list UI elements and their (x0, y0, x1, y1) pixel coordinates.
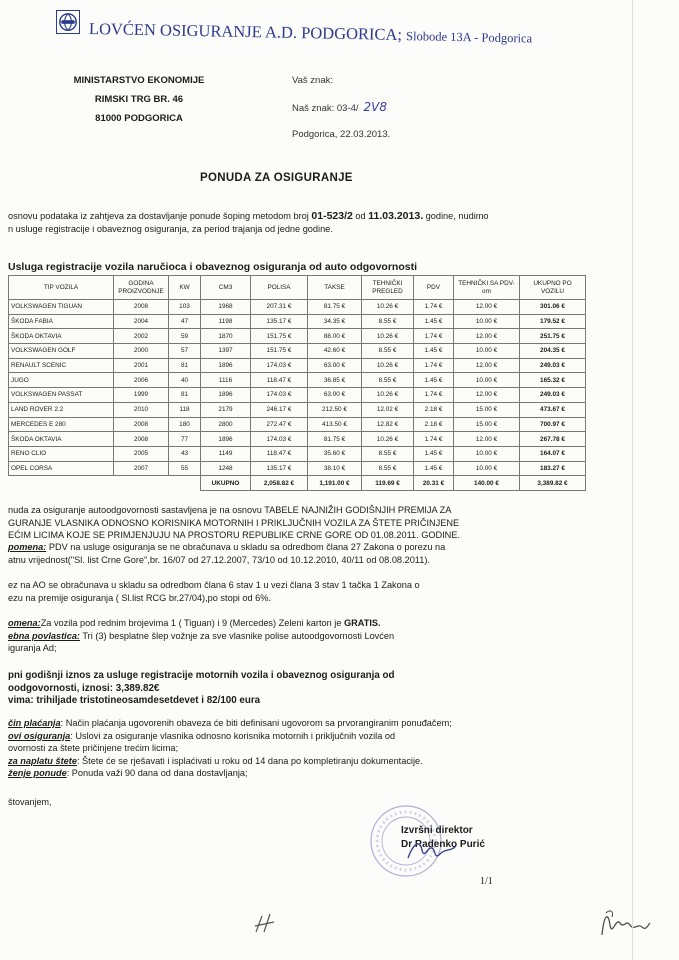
table-cell: 251.75 € (520, 329, 586, 344)
request-date: 11.03.2013. (368, 210, 424, 222)
table-cell: RENAULT SCENIC (9, 358, 114, 373)
table-cell: 118.47 € (251, 373, 308, 388)
table-row (9, 314, 586, 329)
table-cell: VOLKSWAGEN PASSAT (9, 388, 114, 403)
table-cell: 207.31 € (251, 300, 308, 315)
column-header: KW (169, 276, 201, 300)
table-cell: 272.47 € (251, 417, 308, 432)
table-cell: 301.06 € (520, 300, 586, 315)
column-header: GODINA PROIZVODNJE (114, 276, 169, 300)
table-cell: 10.26 € (362, 432, 414, 447)
table-cell: 2002 (114, 329, 169, 344)
table-row (9, 461, 586, 476)
table-body (9, 300, 586, 491)
table-cell: 2006 (114, 373, 169, 388)
table-cell: 81.75 € (308, 300, 362, 315)
terms-line: ovi osiguranja: Uslovi za osiguranje vlasnika odnosno korisnika motornih i priključnih vozila od (8, 730, 396, 741)
table-cell: RENO CLIO (9, 446, 114, 461)
table-cell: 15.00 € (454, 402, 520, 417)
intro-paragraph: osnovu podataka iz zahtjeva za dostavljanje ponude šoping metodom broj 01-523/2 od 11.03.2013. godine, nudimo n usluge registracije i obaveznog osiguranja, za period trajanja od jedne godine. (8, 210, 489, 234)
table-cell: 10.00 € (454, 344, 520, 359)
table-cell: 2800 (201, 417, 251, 432)
table-cell: ŠKODA FABIA (9, 314, 114, 329)
table-cell: 1.45 € (414, 461, 454, 476)
table-cell: 8.55 € (362, 373, 414, 388)
company-address: Slobode 13A - Podgorica (405, 29, 533, 46)
table-cell: 2008 (114, 432, 169, 447)
table-cell: 174.03 € (251, 358, 308, 373)
table-cell: 174.03 € (251, 388, 308, 403)
table-cell: 12.00 € (454, 388, 520, 403)
table-cell: 8.55 € (362, 344, 414, 359)
table-cell: 8.55 € (362, 446, 414, 461)
column-header: TEHNIČKI SA PDV-om (454, 276, 520, 300)
table-cell: 2008 (114, 300, 169, 315)
table-cell: 2004 (114, 314, 169, 329)
total-cell: 3,389.82 € (520, 476, 586, 491)
table-cell: 1.74 € (414, 358, 454, 373)
table-cell: 88.00 € (308, 329, 362, 344)
table-cell: VOLKSWAGEN TIGUAN (9, 300, 114, 315)
table-cell: 413.50 € (308, 417, 362, 432)
handwritten-mark-icon (252, 910, 282, 936)
column-header: PDV (414, 276, 454, 300)
table-row (9, 358, 586, 373)
column-header: CM3 (201, 276, 251, 300)
table-row (9, 417, 586, 432)
document-title: PONUDA ZA OSIGURANJE (200, 172, 353, 184)
table-cell: 135.17 € (251, 314, 308, 329)
table-row (9, 388, 586, 403)
table-cell: 12.00 € (454, 300, 520, 315)
table-cell: 151.75 € (251, 329, 308, 344)
initials-signature-icon (596, 905, 652, 943)
place-date: Podgorica, 22.03.2013. (292, 129, 391, 140)
terms-line: za naplatu štete: Štete će se rješavati i isplaćivati u roku od 14 dana po kompletiranju dokumentacije. (8, 755, 423, 766)
company-logo-icon (56, 10, 80, 34)
table-row (9, 344, 586, 359)
table-cell: 183.27 € (520, 461, 586, 476)
table-cell: 1397 (201, 344, 251, 359)
table-cell: 8.55 € (362, 314, 414, 329)
table-cell: 63.00 € (308, 358, 362, 373)
table-cell: 15.00 € (454, 417, 520, 432)
table-cell: 10.26 € (362, 329, 414, 344)
table-cell: 12.00 € (454, 329, 520, 344)
table-cell: 77 (169, 432, 201, 447)
table-row (9, 373, 586, 388)
table-cell: 10.00 € (454, 446, 520, 461)
table-cell: 1999 (114, 388, 169, 403)
table-cell: ŠKODA OKTAVIA (9, 329, 114, 344)
total-cell: 119.69 € (362, 476, 414, 491)
table-cell: 135.17 € (251, 461, 308, 476)
table-cell: 1.74 € (414, 432, 454, 447)
table-cell (9, 476, 201, 491)
column-header: TEHNIČKI PREGLED (362, 276, 414, 300)
table-cell: 2007 (114, 461, 169, 476)
table-cell: 2005 (114, 446, 169, 461)
table-cell: 63.00 € (308, 388, 362, 403)
table-cell: 1.45 € (414, 344, 454, 359)
recipient-block (44, 71, 234, 128)
table-cell: 118 (169, 402, 201, 417)
table-cell: 59 (169, 329, 201, 344)
table-cell: 1968 (201, 300, 251, 315)
table-cell: 1.45 € (414, 446, 454, 461)
scan-edge (632, 0, 633, 960)
company-header (89, 19, 549, 48)
table-cell: 103 (169, 300, 201, 315)
table-row (9, 432, 586, 447)
company-name: LOVĆEN OSIGURANJE A.D. PODGORICA; (88, 19, 403, 45)
total-cell: 140.00 € (454, 476, 520, 491)
table-cell: 12.82 € (362, 417, 414, 432)
table-cell: 2.18 € (414, 417, 454, 432)
table-row (9, 329, 586, 344)
table-cell: 1.74 € (414, 300, 454, 315)
recipient-line: RIMSKI TRG BR. 46 (94, 94, 184, 105)
table-cell: 81 (169, 388, 201, 403)
table-cell: 118.47 € (251, 446, 308, 461)
terms-line: ženje ponude: Ponuda važi 90 dana od dana dostavljanja; (8, 768, 248, 778)
tax-note: ez na AO se obračunava u skladu sa odredbom člana 6 stav 1 u vezi člana 3 stav 1 tačka 1 Zakona o ezu na premije osiguranja ( Sl.list RCG br.27/04),po stopi od 6%. (8, 580, 420, 603)
table-row (9, 446, 586, 461)
table-cell: 1149 (201, 446, 251, 461)
terms-line: ovornosti za štete pričinjene trećim licima; (8, 743, 179, 753)
total-summary: pni godišnji iznos za usluge registracije motornih vozila i obaveznog osiguranja od oodgovornosti, iznosi: 3,389.82€ vima: trihiljade tristotineosamdesetdevet i 82/100 eura (8, 670, 395, 706)
table-cell: 2001 (114, 358, 169, 373)
table-cell: 12.00 € (454, 358, 520, 373)
recipient-line: MINISTARSTVO EKONOMIJE (73, 75, 205, 86)
table-cell: 1.45 € (414, 373, 454, 388)
terms-line: čin plaćanja: Način plaćanja ugovorenih obaveza će biti definisani ugovorom sa prvorangiranim ponuđačem; (8, 718, 452, 728)
table-cell: 1198 (201, 314, 251, 329)
table-cell: 10.00 € (454, 461, 520, 476)
column-header: POLISA (251, 276, 308, 300)
total-amount: 3,389.82€ (115, 682, 160, 694)
table-cell: 2179 (201, 402, 251, 417)
table-cell: 1.74 € (414, 388, 454, 403)
table-row (9, 300, 586, 315)
table-cell: 1248 (201, 461, 251, 476)
table-cell: 8.55 € (362, 461, 414, 476)
vehicle-table (8, 275, 586, 491)
signatory-name: Dr Radenko Purić (401, 839, 485, 850)
table-title: Usluga registracije vozila naručioca i obaveznog osiguranja od auto odgovornosti (8, 261, 417, 273)
table-cell: 473.67 € (520, 402, 586, 417)
table-cell: LAND ROVER 2.2 (9, 402, 114, 417)
table-cell: 57 (169, 344, 201, 359)
table-cell: 212.50 € (308, 402, 362, 417)
table-cell: 249.03 € (520, 388, 586, 403)
column-header: TAKSE (308, 276, 362, 300)
table-cell: 10.26 € (362, 388, 414, 403)
table-cell: 174.03 € (251, 432, 308, 447)
total-cell: 20.31 € (414, 476, 454, 491)
table-total-row (9, 476, 586, 491)
signatory-position: Izvršni direktor (401, 825, 473, 836)
table-cell: 81 (169, 358, 201, 373)
our-reference: Naš znak: 03-4/ 2V8 (292, 100, 388, 114)
table-cell: 246.17 € (251, 402, 308, 417)
table-cell: 40 (169, 373, 201, 388)
table-cell: 81.75 € (308, 432, 362, 447)
table-cell: VOLKSWAGEN GOLF (9, 344, 114, 359)
table-cell: 1896 (201, 358, 251, 373)
signature-icon (404, 836, 460, 866)
column-header: UKUPNO PO VOZILU (520, 276, 586, 300)
table-cell: 34.35 € (308, 314, 362, 329)
table-cell: MERCEDES E 280 (9, 417, 114, 432)
table-cell: 2000 (114, 344, 169, 359)
table-cell: 164.07 € (520, 446, 586, 461)
table-cell: 204.35 € (520, 344, 586, 359)
total-cell: 2,058.82 € (251, 476, 308, 491)
table-cell: 151.75 € (251, 344, 308, 359)
table-cell: 1896 (201, 388, 251, 403)
column-header: TIP VOZILA (9, 276, 114, 300)
terms-block (8, 717, 452, 780)
amount-in-words: trihiljade tristotineosamdesetdevet i 82/100 eura (36, 695, 261, 706)
table-cell: 700.97 € (520, 417, 586, 432)
table-cell: 1116 (201, 373, 251, 388)
handwritten-number: 2V8 (363, 100, 388, 114)
table-cell: 180 (169, 417, 201, 432)
table-cell: 267.78 € (520, 432, 586, 447)
table-cell: 165.32 € (520, 373, 586, 388)
pdv-note: pomena: PDV na usluge osiguranja se ne obračunava u skladu sa odredbom člana 27 Zakona o porezu na atnu vrijednost("Sl. list Crne Gore",br. 16/07 od 27.12.2007, 73/10 od 10.12.2010, 40/11 od 08.08.2011). (8, 542, 446, 565)
table-cell: 38.10 € (308, 461, 362, 476)
table-cell: JUGO (9, 373, 114, 388)
green-card-note: omena:Za vozila pod rednim brojevima 1 ( Tiguan) i 9 (Mercedes) Zeleni karton je GRATIS. ebna povlastica: Tri (3) besplatne šlep vožnje za sve vlasnike polise autoodgovornosti Lovćen iguranja Ad; (8, 618, 395, 653)
table-cell: 12.00 € (454, 432, 520, 447)
table-cell: 249.03 € (520, 358, 586, 373)
table-cell: 1870 (201, 329, 251, 344)
your-reference: Vaš znak: (292, 75, 334, 86)
total-label: UKUPNO (201, 476, 251, 491)
table-cell: 179.52 € (520, 314, 586, 329)
basis-note: nuda za osiguranje autoodgovornosti sastavljena je na osnovu TABELE NAJNIŽIH GODIŠNJIH PREMIJA ZA GURANJE VLASNIKA ODNOSNO KORISNIKA MOTORNIH I PRIKLJUČNIH VOZILA ZA ŠTETE PRIČINJENE EĆIM LICIMA KOJE SE PRIMJENJUJU NA PROSTORU REPUBLIKE CRNE GORE OD 01.08.2011. GODINE. (8, 505, 461, 540)
table-cell: 36.85 € (308, 373, 362, 388)
table-cell: OPEL CORSA (9, 461, 114, 476)
table-row (9, 402, 586, 417)
table-cell: 55 (169, 461, 201, 476)
table-cell: 12.02 € (362, 402, 414, 417)
table-cell: 35.60 € (308, 446, 362, 461)
table-cell: 1896 (201, 432, 251, 447)
table-cell: 10.00 € (454, 314, 520, 329)
table-cell: ŠKODA OKTAVIA (9, 432, 114, 447)
reference-block (292, 68, 390, 148)
table-cell: 2010 (114, 402, 169, 417)
recipient-line: 81000 PODGORICA (95, 113, 183, 124)
table-cell: 10.26 € (362, 300, 414, 315)
table-cell: 1.45 € (414, 314, 454, 329)
table-cell: 2008 (114, 417, 169, 432)
table-cell: 2.18 € (414, 402, 454, 417)
request-number: 01-523/2 (311, 210, 353, 222)
table-cell: 42.60 € (308, 344, 362, 359)
total-cell: 1,191.00 € (308, 476, 362, 491)
page-number: 1/1 (480, 876, 493, 887)
table-header-row (9, 276, 586, 300)
table-cell: 43 (169, 446, 201, 461)
regards: štovanjem, (8, 797, 52, 807)
table-cell: 47 (169, 314, 201, 329)
table-cell: 10.00 € (454, 373, 520, 388)
table-cell: 10.26 € (362, 358, 414, 373)
table-cell: 1.74 € (414, 329, 454, 344)
